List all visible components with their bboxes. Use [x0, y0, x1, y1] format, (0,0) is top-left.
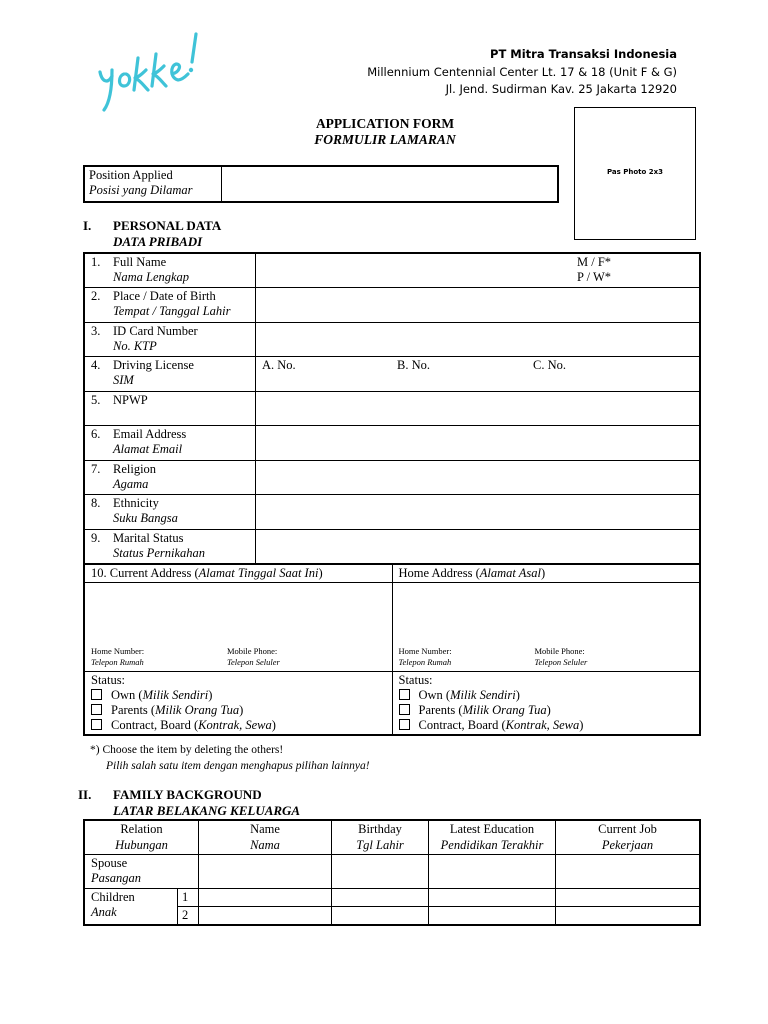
current-address-header: 10. Current Address (Alamat Tinggal Saat Ini): [84, 564, 392, 583]
home-address-header: Home Address (Alamat Asal): [392, 564, 700, 583]
field-input[interactable]: [256, 253, 701, 288]
spouse-birthday-input[interactable]: [332, 855, 429, 889]
company-name: PT Mitra Transaksi Indonesia: [490, 47, 677, 61]
col-header-job: Current Job Pekerjaan: [556, 820, 701, 855]
field-input[interactable]: [256, 357, 701, 392]
field-label: 8. Ethnicity Suku Bangsa: [84, 495, 256, 530]
field-label: 3. ID Card Number No. KTP: [84, 322, 256, 357]
table-row: [84, 495, 700, 530]
field-label: 9. Marital Status Status Pernikahan: [84, 529, 256, 564]
col-header-birthday: Birthday Tgl Lahir: [332, 820, 429, 855]
child-birthday-input[interactable]: [332, 907, 429, 926]
table-row: [84, 460, 700, 495]
field-label: 1. Full Name Nama Lengkap: [84, 253, 256, 288]
spouse-label: Spouse Pasangan: [84, 855, 199, 889]
position-input[interactable]: [222, 166, 559, 202]
license-a: A. No.: [262, 358, 296, 372]
mobile-phone-label: Mobile Phone: Telepon Seluler: [227, 646, 280, 667]
note-line-en: *) Choose the item by deleting the others!: [90, 744, 284, 756]
checkbox-icon[interactable]: [91, 689, 102, 700]
current-address-input[interactable]: [84, 583, 392, 672]
form-title-main: APPLICATION FORM: [315, 116, 455, 131]
table-row: [84, 855, 700, 889]
field-input[interactable]: [256, 322, 701, 357]
table-row: [84, 391, 700, 426]
position-sublabel: Posisi yang Dilamar: [89, 183, 193, 197]
checkbox-icon[interactable]: [399, 689, 410, 700]
status-option-own[interactable]: Own (Milik Sendiri): [91, 688, 386, 703]
section-title: PERSONAL DATA: [113, 218, 222, 233]
gender-options[interactable]: M / F* P / W*: [577, 255, 612, 284]
home-number-label: Home Number: Telepon Rumah: [91, 646, 145, 667]
table-row: [84, 357, 700, 392]
license-b: B. No.: [397, 358, 430, 372]
personal-data-table: [83, 252, 701, 565]
table-row: [84, 253, 700, 288]
field-label: 2. Place / Date of Birth Tempat / Tanggal Lahir: [84, 288, 256, 323]
checkbox-icon[interactable]: [91, 704, 102, 715]
current-status-cell: [84, 672, 392, 736]
choose-note: [90, 742, 370, 774]
child-number: 2: [178, 907, 199, 926]
section-number: I.: [83, 218, 92, 233]
family-table: [83, 819, 701, 926]
home-status-cell: [392, 672, 700, 736]
status-option-contract[interactable]: Contract, Board (Kontrak, Sewa): [399, 718, 694, 733]
company-address-line: Jl. Jend. Sudirman Kav. 25 Jakarta 12920: [445, 82, 677, 96]
status-label: Status:: [91, 673, 126, 687]
children-label: Children Anak: [84, 889, 178, 926]
spouse-education-input[interactable]: [429, 855, 556, 889]
spouse-job-input[interactable]: [556, 855, 701, 889]
child-number: 1: [178, 889, 199, 907]
company-address-line: Millennium Centennial Center Lt. 17 & 18 (Unit F & G): [367, 64, 677, 79]
field-input[interactable]: [256, 529, 701, 564]
status-option-parents[interactable]: Parents (Milik Orang Tua): [91, 703, 386, 718]
form-title-sub: FORMULIR LAMARAN: [314, 132, 456, 147]
col-header-name: Name Nama: [199, 820, 332, 855]
status-option-parents[interactable]: Parents (Milik Orang Tua): [399, 703, 694, 718]
form-title: [250, 116, 520, 148]
status-label: Status:: [398, 673, 433, 687]
mobile-phone-label: Mobile Phone: Telepon Seluler: [534, 646, 588, 667]
table-row: [84, 889, 700, 907]
field-label: 4. Driving License SIM: [84, 357, 256, 392]
position-table: [83, 165, 559, 203]
field-input[interactable]: [256, 495, 701, 530]
col-header-education: Latest Education Pendidikan Terakhir: [429, 820, 556, 855]
table-row: [84, 288, 700, 323]
note-line-id: Pilih salah satu item dengan menghapus pilihan lainnya!: [106, 760, 370, 772]
field-input[interactable]: [256, 391, 701, 426]
photo-box[interactable]: [574, 107, 696, 240]
col-header-relation: Relation Hubungan: [84, 820, 199, 855]
child-name-input[interactable]: [199, 907, 332, 926]
position-label: Position Applied: [89, 168, 173, 182]
field-label: 7. Religion Agama: [84, 460, 256, 495]
table-row: [84, 426, 700, 461]
child-education-input[interactable]: [429, 889, 556, 907]
child-name-input[interactable]: [199, 889, 332, 907]
section-number: II.: [78, 787, 92, 802]
yokke-logo: [94, 28, 204, 118]
table-row: [84, 529, 700, 564]
status-option-contract[interactable]: Contract, Board (Kontrak, Sewa): [91, 718, 386, 733]
checkbox-icon[interactable]: [91, 719, 102, 730]
home-address-input[interactable]: [392, 583, 700, 672]
company-header: [367, 46, 677, 99]
home-number-label: Home Number: Telepon Rumah: [398, 646, 452, 667]
checkbox-icon[interactable]: [399, 719, 410, 730]
section-subtitle: DATA PRIBADI: [113, 234, 203, 249]
section-subtitle: LATAR BELAKANG KELUARGA: [113, 803, 301, 818]
field-input[interactable]: [256, 288, 701, 323]
checkbox-icon[interactable]: [399, 704, 410, 715]
photo-label: Pas Photo 2x3: [606, 168, 664, 176]
field-input[interactable]: [256, 426, 701, 461]
field-label: 5. NPWP: [84, 391, 256, 426]
child-job-input[interactable]: [556, 907, 701, 926]
child-birthday-input[interactable]: [332, 889, 429, 907]
child-education-input[interactable]: [429, 907, 556, 926]
status-option-own[interactable]: Own (Milik Sendiri): [399, 688, 694, 703]
section-title: FAMILY BACKGROUND: [113, 787, 262, 802]
field-label: 6. Email Address Alamat Email: [84, 426, 256, 461]
position-label-cell: [84, 166, 222, 202]
child-job-input[interactable]: [556, 889, 701, 907]
spouse-name-input[interactable]: [199, 855, 332, 889]
table-row: [84, 322, 700, 357]
license-c: C. No.: [533, 358, 566, 372]
field-input[interactable]: [256, 460, 701, 495]
address-table: [83, 563, 701, 736]
